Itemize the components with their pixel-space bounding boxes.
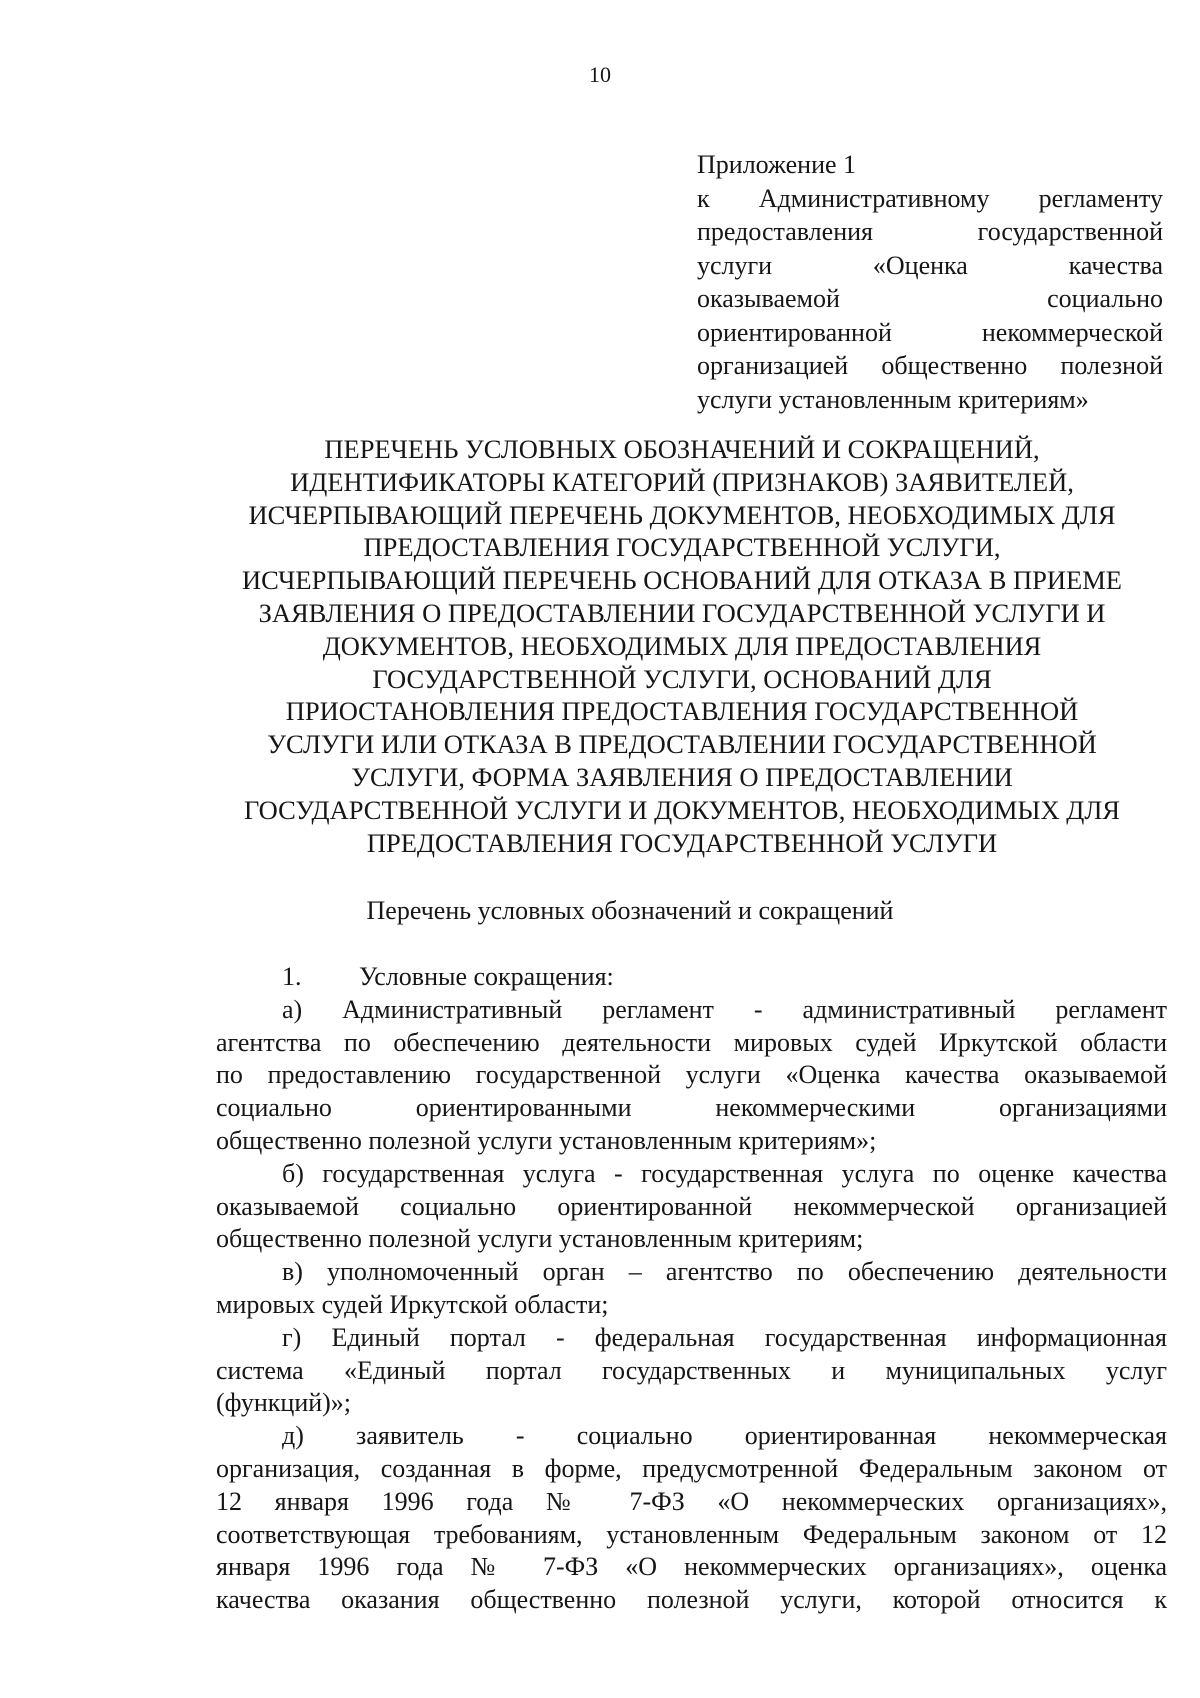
title-line: УСЛУГИ, ФОРМА ЗАЯВЛЕНИЯ О ПРЕДОСТАВЛЕНИИ: [351, 761, 1013, 792]
title-line: ИСЧЕРПЫВАЮЩИЙ ПЕРЕЧЕНЬ ОСНОВАНИЙ ДЛЯ ОТКАЗА В ПРИЕМЕ: [242, 565, 1122, 596]
title-line: ДОКУМЕНТОВ, НЕОБХОДИМЫХ ДЛЯ ПРЕДОСТАВЛЕНИЯ: [322, 630, 1042, 661]
title-line: ПЕРЕЧЕНЬ УСЛОВНЫХ ОБОЗНАЧЕНИЙ И СОКРАЩЕНИЙ,: [324, 434, 1040, 464]
title-line: УСЛУГИ ИЛИ ОТКАЗА В ПРЕДОСТАВЛЕНИИ ГОСУДАРСТВЕННОЙ: [267, 729, 1097, 760]
document-title: [200, 433, 1164, 859]
paragraph-line: д) заявитель - социально ориентированная некоммерческая: [282, 1421, 1167, 1451]
item-number: 1.: [282, 962, 302, 991]
appendix-heading: [697, 148, 1163, 416]
paragraph-line: общественно полезной услуги установленным критериям»;: [216, 1125, 877, 1155]
paragraph-line: соответствующая требованиям, установленным Федеральным законом от 12: [216, 1519, 1167, 1549]
title-line: ГОСУДАРСТВЕННОЙ УСЛУГИ, ОСНОВАНИЙ ДЛЯ: [372, 663, 992, 694]
appendix-line: предоставления государственной: [697, 217, 1163, 246]
paragraph-line: общественно полезной услуги установленным критериям;: [216, 1224, 864, 1254]
appendix-line: к Административному регламенту: [697, 183, 1163, 213]
paragraph-line: мировых судей Иркутской области;: [216, 1289, 609, 1319]
appendix-line: ориентированной некоммерческой: [697, 317, 1163, 347]
title-line: ПРИОСТАНОВЛЕНИЯ ПРЕДОСТАВЛЕНИЯ ГОСУДАРСТВЕННОЙ: [285, 696, 1079, 727]
page-number: 10: [589, 62, 611, 87]
paragraph-line: социально ориентированными некоммерческими организациями: [216, 1093, 1167, 1123]
paragraph-line: оказываемой социально ориентированной некоммерческой организацией: [216, 1191, 1167, 1221]
paragraph-line: а) Административный регламент - административный регламент: [282, 994, 1167, 1024]
title-line: ГОСУДАРСТВЕННОЙ УСЛУГИ И ДОКУМЕНТОВ, НЕОБХОДИМЫХ ДЛЯ: [244, 794, 1120, 825]
paragraph-line: (функций)»;: [216, 1388, 352, 1418]
appendix-line: организацией общественно полезной: [697, 351, 1163, 380]
paragraph-line: б) государственная услуга - государственная услуга по оценке качества: [282, 1158, 1167, 1188]
paragraph-line: января 1996 года № 7-ФЗ «О некоммерческих организациях», оценка: [216, 1552, 1167, 1582]
item-text: Условные сокращения:: [359, 962, 614, 991]
section-title: Перечень условных обозначений и сокращений: [366, 896, 894, 925]
title-line: ЗАЯВЛЕНИЯ О ПРЕДОСТАВЛЕНИИ ГОСУДАРСТВЕННОЙ УСЛУГИ И: [258, 597, 1106, 628]
list-item-1: [216, 961, 1167, 994]
paragraph-line: в) уполномоченный орган – агентство по обеспечению деятельности: [282, 1257, 1167, 1287]
title-line: ИДЕНТИФИКАТОРЫ КАТЕГОРИЙ (ПРИЗНАКОВ) ЗАЯВИТЕЛЕЙ,: [290, 466, 1074, 497]
appendix-line: услуги «Оценка качества: [697, 250, 1163, 280]
paragraph-line: г) Единый портал - федеральная государственная информационная: [282, 1322, 1167, 1352]
title-line: ПРЕДОСТАВЛЕНИЯ ГОСУДАРСТВЕННОЙ УСЛУГИ,: [363, 532, 1001, 563]
paragraph-line: 12 января 1996 года № 7-ФЗ «О некоммерческих организациях»,: [216, 1486, 1167, 1516]
appendix-line: Приложение 1: [697, 150, 857, 179]
appendix-line: оказываемой социально: [697, 284, 1163, 313]
paragraph-line: качества оказания общественно полезной услуги, которой относится к: [216, 1585, 1167, 1615]
paragraph-line: агентства по обеспечению деятельности мировых судей Иркутской области: [216, 1027, 1167, 1057]
appendix-line: услуги установленным критериям»: [697, 384, 1089, 414]
paragraph-line: организация, созданная в форме, предусмотренной Федеральным законом от: [216, 1453, 1167, 1483]
paragraph-line: по предоставлению государственной услуги «Оценка качества оказываемой: [216, 1060, 1167, 1090]
paragraph-line: система «Единый портал государственных и муниципальных услуг: [216, 1355, 1167, 1385]
title-line: ПРЕДОСТАВЛЕНИЯ ГОСУДАРСТВЕННОЙ УСЛУГИ: [366, 827, 998, 858]
body-text: [216, 961, 1167, 1617]
title-line: ИСЧЕРПЫВАЮЩИЙ ПЕРЕЧЕНЬ ДОКУМЕНТОВ, НЕОБХОДИМЫХ ДЛЯ: [248, 499, 1116, 530]
